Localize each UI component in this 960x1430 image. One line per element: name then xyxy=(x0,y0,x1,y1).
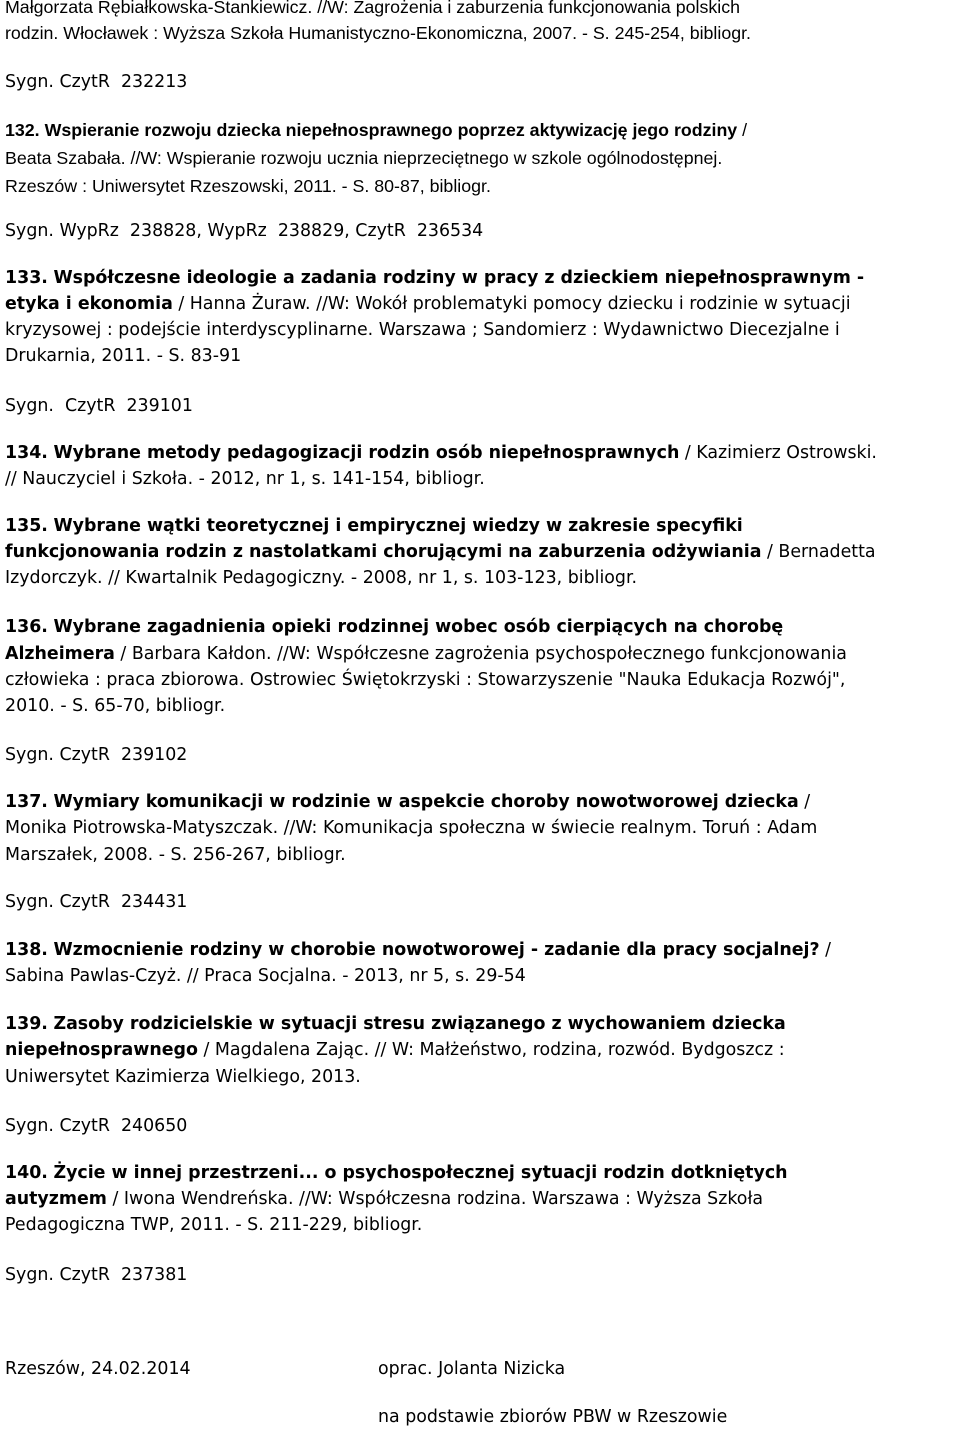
entry-number: 136. xyxy=(5,617,48,637)
entry-137-line1 xyxy=(5,789,810,815)
entry-140-line2 xyxy=(5,1186,763,1212)
entry-text: // Nauczyciel i Szkoła. - 2012, nr 1, s. 141-154, bibliogr. xyxy=(5,469,485,489)
entry-140-line1 xyxy=(5,1160,788,1186)
entry-133-line2 xyxy=(5,291,851,317)
entry-text: / Hanna Żuraw. //W: Wokół problematyki pomocy dziecku i rodzinie w sytuacji xyxy=(172,294,851,314)
entry-text: / Iwona Wendreńska. //W: Współczesna rodzina. Warszawa : Wyższa Szkoła xyxy=(106,1189,764,1209)
call-number: Sygn. CzytR 239102 xyxy=(5,745,188,765)
call-number: Sygn. WypRz 238828, WypRz 238829, CzytR 236534 xyxy=(5,221,484,241)
entry-separator: / xyxy=(798,792,811,812)
entry-number: 134. xyxy=(5,443,48,463)
entry-text: / Barbara Kałdon. //W: Współczesne zagrożenia psychospołecznego funkcjonowania xyxy=(114,644,847,664)
entry-text: Uniwersytet Kazimierza Wielkiego, 2013. xyxy=(5,1067,361,1087)
entry-title: funkcjonowania rodzin z nastolatkami chorującymi na zaburzenia odżywiania xyxy=(5,542,762,562)
entry-number: 140. xyxy=(5,1163,48,1183)
entry-title: Alzheimera xyxy=(5,644,115,664)
call-number: Sygn. CzytR 239101 xyxy=(5,396,193,416)
entry-title: Wybrane wątki teoretycznej i empirycznej wiedzy w zakresie specyfiki xyxy=(53,516,743,536)
entry-text: Sabina Pawlas-Czyż. // Praca Socjalna. - 2013, nr 5, s. 29-54 xyxy=(5,966,526,986)
entry-135-line1 xyxy=(5,513,743,539)
entry-133-line1 xyxy=(5,265,864,291)
entry-138-line1 xyxy=(5,937,831,963)
entry-separator: / xyxy=(737,120,748,140)
entry-text: Rzeszów : Uniwersytet Rzeszowski, 2011. - S. 80-87, bibliogr. xyxy=(5,176,491,196)
entry-text: kryzysowej : podejście interdyscyplinarne. Warszawa ; Sandomierz : Wydawnictwo Diecezjalne i xyxy=(5,320,840,340)
entry-text: / Kazimierz Ostrowski. xyxy=(679,443,877,463)
entry-title: Życie w innej przestrzeni... o psychospołecznej sytuacji rodzin dotkniętych xyxy=(53,1163,788,1183)
entry-text: / Magdalena Zając. // W: Małżeństwo, rodzina, rozwód. Bydgoszcz : xyxy=(197,1040,785,1060)
place-and-date: Rzeszów, 24.02.2014 xyxy=(5,1359,191,1379)
entry-text: Monika Piotrowska-Matyszczak. //W: Komunikacja społeczna w świecie realnym. Toruń : Adam xyxy=(5,818,818,838)
prepared-by: oprac. Jolanta Nizicka xyxy=(378,1359,566,1379)
call-number: Sygn. CzytR 240650 xyxy=(5,1116,188,1136)
entry-text: 2010. - S. 65-70, bibliogr. xyxy=(5,696,226,716)
entry-text: Izydorczyk. // Kwartalnik Pedagogiczny. - 2008, nr 1, s. 103-123, bibliogr. xyxy=(5,568,638,588)
entry-136-line1 xyxy=(5,614,783,640)
call-number: Sygn. CzytR 237381 xyxy=(5,1265,188,1285)
call-number: Sygn. CzytR 234431 xyxy=(5,892,188,912)
entry-text: Beata Szabała. //W: Wspieranie rozwoju ucznia nieprzeciętnego w szkole ogólnodostępnej. xyxy=(5,148,723,168)
entry-text: Marszałek, 2008. - S. 256-267, bibliogr. xyxy=(5,845,346,865)
entry-136-line2 xyxy=(5,641,847,667)
entry-text: Pedagogiczna TWP, 2011. - S. 211-229, bibliogr. xyxy=(5,1215,423,1235)
entry-text: Małgorzata Rębiałkowska-Stankiewicz. //W: Zagrożenia i zaburzenia funkcjonowania polskich xyxy=(5,0,740,17)
entry-text: człowieka : praca zbiorowa. Ostrowiec Świętokrzyski : Stowarzyszenie "Nauka Edukacja Rozwój", xyxy=(5,670,846,690)
entry-number: 138. xyxy=(5,940,48,960)
entry-132-line1 xyxy=(5,117,747,143)
entry-number: 135. xyxy=(5,516,48,536)
entry-text: Drukarnia, 2011. - S. 83-91 xyxy=(5,346,242,366)
entry-135-line2 xyxy=(5,539,876,565)
entry-title: Wzmocnienie rodziny w chorobie nowotworowej - zadanie dla pracy socjalnej? xyxy=(53,940,820,960)
entry-title: autyzmem xyxy=(5,1189,107,1209)
entry-text: rodzin. Włocławek : Wyższa Szkoła Humanistyczno-Ekonomiczna, 2007. - S. 245-254, bibliogr. xyxy=(5,23,751,43)
entry-number: 133. xyxy=(5,268,48,288)
call-number: Sygn. CzytR 232213 xyxy=(5,72,188,92)
entry-title: Zasoby rodzicielskie w sytuacji stresu związanego z wychowaniem dziecka xyxy=(53,1014,786,1034)
source-note: na podstawie zbiorów PBW w Rzeszowie xyxy=(378,1407,728,1427)
entry-title: Wymiary komunikacji w rodzinie w aspekcie choroby nowotworowej dziecka xyxy=(53,792,799,812)
entry-134-line1 xyxy=(5,440,877,466)
entry-title: etyka i ekonomia xyxy=(5,294,173,314)
entry-number: 137. xyxy=(5,792,48,812)
entry-text: / Bernadetta xyxy=(761,542,876,562)
entry-139-line2 xyxy=(5,1037,785,1063)
entry-number: 132. xyxy=(5,120,40,140)
entry-number: 139. xyxy=(5,1014,48,1034)
entry-title: Wybrane zagadnienia opieki rodzinnej wobec osób cierpiących na chorobę xyxy=(53,617,784,637)
entry-title: Współczesne ideologie a zadania rodziny w pracy z dzieckiem niepełnosprawnym - xyxy=(53,268,865,288)
entry-title: Wybrane metody pedagogizacji rodzin osób niepełnosprawnych xyxy=(53,443,680,463)
entry-title: Wspieranie rozwoju dziecka niepełnosprawnego poprzez aktywizację jego rodziny xyxy=(44,120,738,140)
entry-139-line1 xyxy=(5,1011,786,1037)
entry-separator: / xyxy=(819,940,831,960)
entry-title: niepełnosprawnego xyxy=(5,1040,198,1060)
